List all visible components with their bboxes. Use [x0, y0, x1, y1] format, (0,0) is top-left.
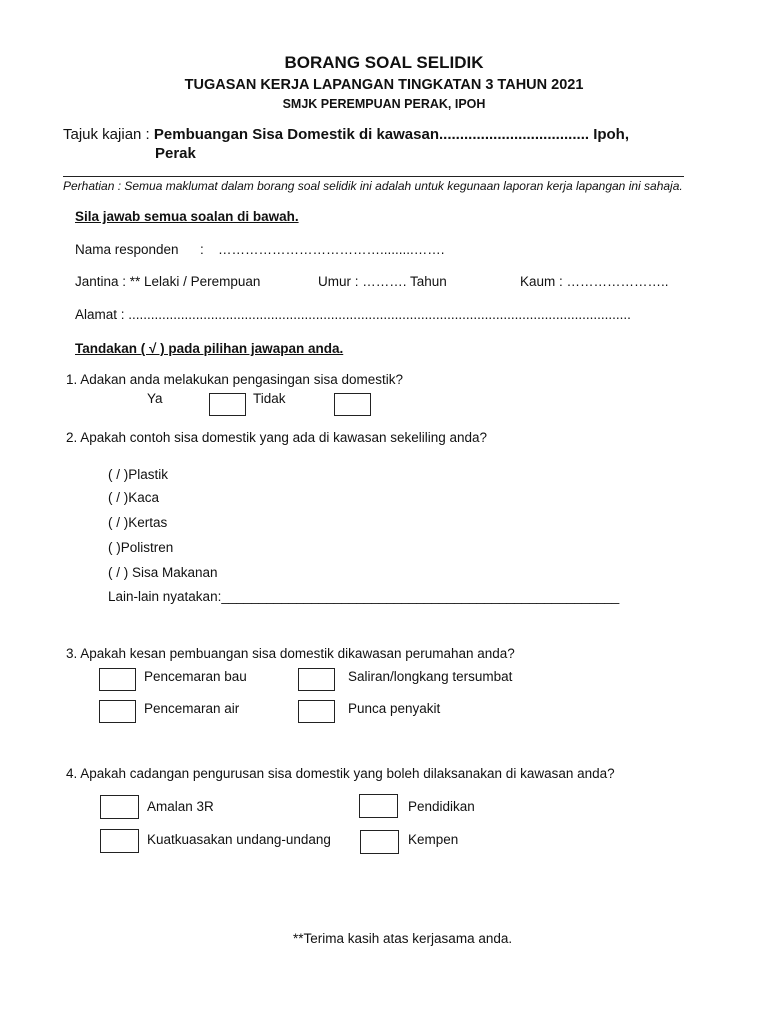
q4-checkbox-undang[interactable] [100, 829, 139, 853]
name-colon: : [200, 242, 204, 257]
q3-checkbox-penyakit[interactable] [298, 700, 335, 723]
race-field[interactable]: Kaum : ………………….. [520, 274, 669, 289]
q1-yes-label: Ya [147, 391, 163, 406]
school-name: SMJK PEREMPUAN PERAK, IPOH [282, 97, 486, 111]
q3-checkbox-air[interactable] [99, 700, 136, 723]
notice-text: Perhatian : Semua maklumat dalam borang soal selidik ini adalah untuk kegunaan laporan kerja lapangan ini sahaja. [63, 179, 683, 193]
question-4: 4. Apakah cadangan pengurusan sisa domestik yang boleh dilaksanakan di kawasan anda? [66, 766, 615, 781]
tick-instruction: Tandakan ( √ ) pada pilihan jawapan anda. [75, 341, 344, 356]
question-3: 3. Apakah kesan pembuangan sisa domestik dikawasan perumahan anda? [66, 646, 515, 661]
form-title: BORANG SOAL SELIDIK [284, 53, 484, 72]
q3-label-air: Pencemaran air [144, 701, 240, 716]
instruction-heading: Sila jawab semua soalan di bawah. [75, 209, 299, 224]
topic-line [63, 126, 629, 143]
q2-option-polistren[interactable]: ( )Polistren [108, 540, 174, 555]
name-field[interactable]: ……………………………….........……. [218, 242, 445, 257]
q2-option-sisa-makanan[interactable]: ( / ) Sisa Makanan [108, 565, 218, 580]
q2-other-field[interactable]: Lain-lain nyatakan:_____________________________________________________ [108, 589, 620, 604]
q4-checkbox-pendidikan[interactable] [359, 794, 398, 818]
q2-option-plastik[interactable]: ( / )Plastik [108, 467, 169, 482]
q2-option-kertas[interactable]: ( / )Kertas [108, 515, 168, 530]
q3-label-bau: Pencemaran bau [144, 669, 247, 684]
divider [63, 176, 684, 177]
q3-label-penyakit: Punca penyakit [348, 701, 441, 716]
question-1: 1. Adakan anda melakukan pengasingan sisa domestik? [66, 372, 403, 387]
q1-yes-checkbox[interactable] [209, 393, 246, 416]
q1-no-checkbox[interactable] [334, 393, 371, 416]
q3-label-saliran: Saliran/longkang tersumbat [348, 669, 513, 684]
thanks-note: **Terima kasih atas kerjasama anda. [293, 931, 513, 946]
q4-checkbox-3r[interactable] [100, 795, 139, 819]
q2-option-kaca[interactable]: ( / )Kaca [108, 490, 160, 505]
question-2: 2. Apakah contoh sisa domestik yang ada di kawasan sekeliling anda? [66, 430, 488, 445]
form-subtitle: TUGASAN KERJA LAPANGAN TINGKATAN 3 TAHUN 2021 [184, 77, 584, 93]
q4-checkbox-kempen[interactable] [360, 830, 399, 854]
topic-label: Tajuk kajian : [63, 126, 154, 143]
age-field[interactable]: Umur : ………. Tahun [318, 274, 447, 289]
q3-checkbox-bau[interactable] [99, 668, 136, 691]
q4-label-kempen: Kempen [408, 832, 459, 847]
gender-field[interactable]: Jantina : ** Lelaki / Perempuan [75, 274, 261, 289]
name-label: Nama responden [75, 242, 179, 257]
q1-no-label: Tidak [253, 391, 286, 406]
topic-value-continued: Perak [155, 145, 196, 162]
q4-label-undang: Kuatkuasakan undang-undang [147, 832, 331, 847]
q3-checkbox-saliran[interactable] [298, 668, 335, 691]
address-field[interactable]: Alamat : ...................................................................................................................................... [75, 307, 631, 322]
q4-label-3r: Amalan 3R [147, 799, 214, 814]
topic-value: Pembuangan Sisa Domestik di kawasan.................................... Ipoh, [153, 126, 630, 143]
q4-label-pendidikan: Pendidikan [408, 799, 475, 814]
